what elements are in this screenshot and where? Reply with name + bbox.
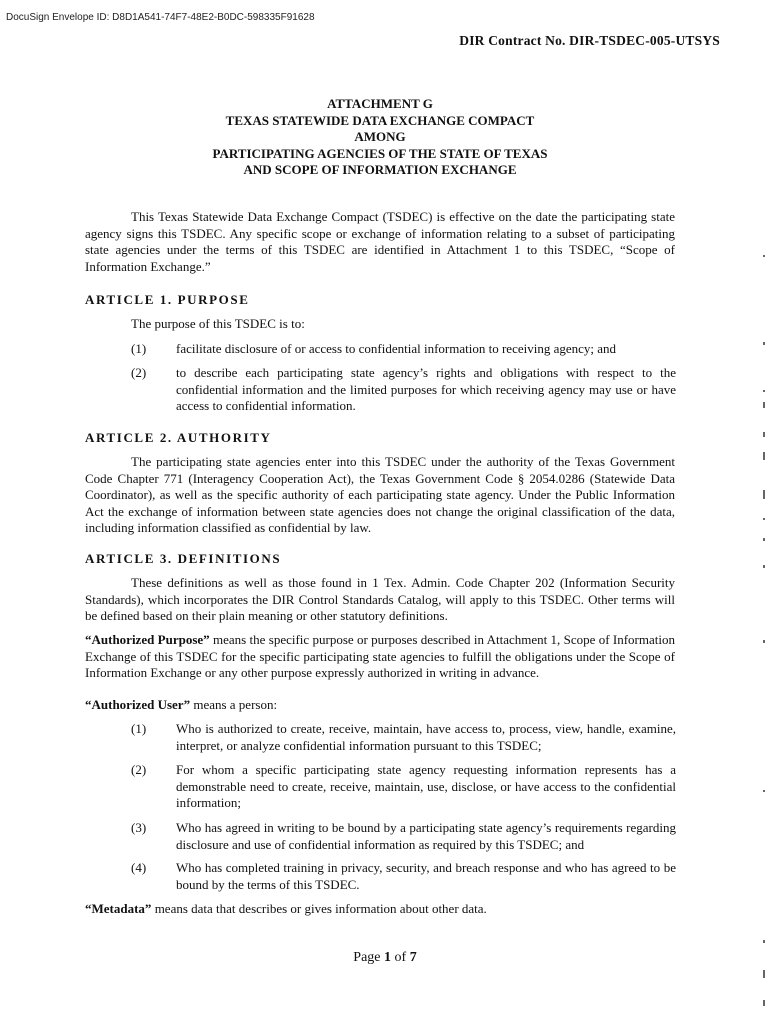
article-2-text: The participating state agencies enter into this TSDEC under the authority of the Texas Government Code Chapter 771 (Interagency Cooperation Act), the Texas Government Code § 2054.0286 (Statewide Data Coordinator), as well as the specific authority of each participating state agency. Under the Public Information Act the exchange of information between state agencies does not change the original classification of the data, including information classified as confidential by law.: [85, 454, 675, 535]
purpose-item-2-text: to describe each participating state agency’s rights and obligations with respect to the confidential information and the limited purposes for which receiving agency may use or have access to confidential information.: [176, 365, 676, 413]
user-item-2-number: (2): [131, 762, 147, 777]
user-item-3-number: (3): [131, 820, 147, 835]
user-item-2-text: For whom a specific participating state agency requesting information represents has a demonstrable need to create, receive, maintain, use, disclose, or have access to the confidential information;: [176, 762, 676, 810]
intro-paragraph: This Texas Statewide Data Exchange Compact (TSDEC) is effective on the date the participating state agency signs this TSDEC. Any specific scope or exchange of information relating to a subset of participating state agencies under the terms of this TSDEC are identified in Attachment 1 to this TSDEC, “Scope of Information Exchange.”: [85, 209, 675, 274]
scan-mark: [763, 490, 765, 499]
scan-mark: [763, 390, 765, 392]
article-2-heading: ARTICLE 2. AUTHORITY: [85, 430, 272, 445]
scan-mark: [763, 1000, 765, 1006]
title-line-5: AND SCOPE OF INFORMATION EXCHANGE: [243, 162, 517, 177]
user-item-1-text: Who is authorized to create, receive, maintain, have access to, process, view, handle, examine, interpret, or analyze confidential information pursuant to this TSDEC;: [176, 721, 676, 753]
scan-mark: [763, 402, 765, 408]
page-number: [0, 950, 770, 966]
user-item-3-text: Who has agreed in writing to be bound by a participating state agency’s requirements regarding disclosure and use of confidential information as required by this TSDEC; and: [176, 820, 676, 852]
purpose-item-1-text: facilitate disclosure of or access to confidential information to receiving agency; and: [176, 341, 617, 356]
scan-mark: [763, 452, 765, 460]
article-3-text: These definitions as well as those found in 1 Tex. Admin. Code Chapter 202 (Information Security Standards), which incorporates the DIR Control Standards Catalog, will apply to this TSDEC. Other terms will be defined based on their plain meaning or other statutory definitions.: [85, 575, 675, 623]
authorized-user-definition: [85, 697, 675, 714]
title-line-2: TEXAS STATEWIDE DATA EXCHANGE COMPACT: [225, 112, 535, 128]
page-middle: of: [391, 950, 410, 965]
scan-mark: [763, 518, 765, 520]
user-item-4-text: Who has completed training in privacy, security, and breach response and who has agreed to be bound by the terms of this TSDEC.: [176, 860, 676, 892]
metadata-definition: [85, 901, 675, 918]
scan-mark: [763, 432, 765, 437]
article-3-heading: ARTICLE 3. DEFINITIONS: [85, 551, 282, 566]
docusign-envelope-id: DocuSign Envelope ID: D8D1A541-74F7-48E2-B0DC-598335F91628: [6, 12, 315, 23]
user-item-4-number: (4): [131, 860, 147, 875]
contract-number: DIR Contract No. DIR-TSDEC-005-UTSYS: [459, 33, 720, 48]
scan-mark: [763, 255, 765, 257]
scan-mark: [763, 565, 765, 568]
page-prefix: Page: [353, 950, 385, 965]
scan-mark: [763, 640, 765, 643]
purpose-item-2-number: (2): [131, 365, 147, 380]
authorized-purpose-term: “Authorized Purpose”: [85, 632, 210, 647]
user-item-1-number: (1): [131, 721, 147, 736]
scan-mark: [763, 940, 765, 943]
title-line-1: ATTACHMENT G: [327, 96, 433, 111]
metadata-text: means data that describes or gives information about other data.: [151, 901, 487, 916]
scan-mark: [763, 342, 765, 345]
article-1-heading: ARTICLE 1. PURPOSE: [85, 292, 250, 307]
scan-mark: [763, 790, 765, 792]
authorized-user-term: “Authorized User”: [85, 697, 191, 712]
authorized-purpose-definition: [85, 632, 675, 682]
authorized-user-text: means a person:: [190, 697, 278, 712]
title-line-4: PARTICIPATING AGENCIES OF THE STATE OF TEXAS: [212, 145, 548, 161]
document-title: [85, 96, 675, 179]
page-total: 7: [409, 950, 417, 965]
scan-mark: [763, 970, 765, 978]
page-current: 1: [384, 950, 392, 965]
purpose-item-1-number: (1): [131, 341, 147, 356]
scan-mark: [763, 538, 765, 541]
metadata-term: “Metadata”: [85, 901, 152, 916]
title-line-3: AMONG: [354, 129, 406, 144]
authorized-purpose-text: means the specific purpose or purposes described in Attachment 1, Scope of Information Exchange of this TSDEC for the specific participating state agencies to fulfill the obligations under the Scope of Information Exchange or any other purpose expressly authorized in writing in advance.: [85, 632, 675, 680]
article-1-lead: The purpose of this TSDEC is to:: [131, 316, 305, 331]
